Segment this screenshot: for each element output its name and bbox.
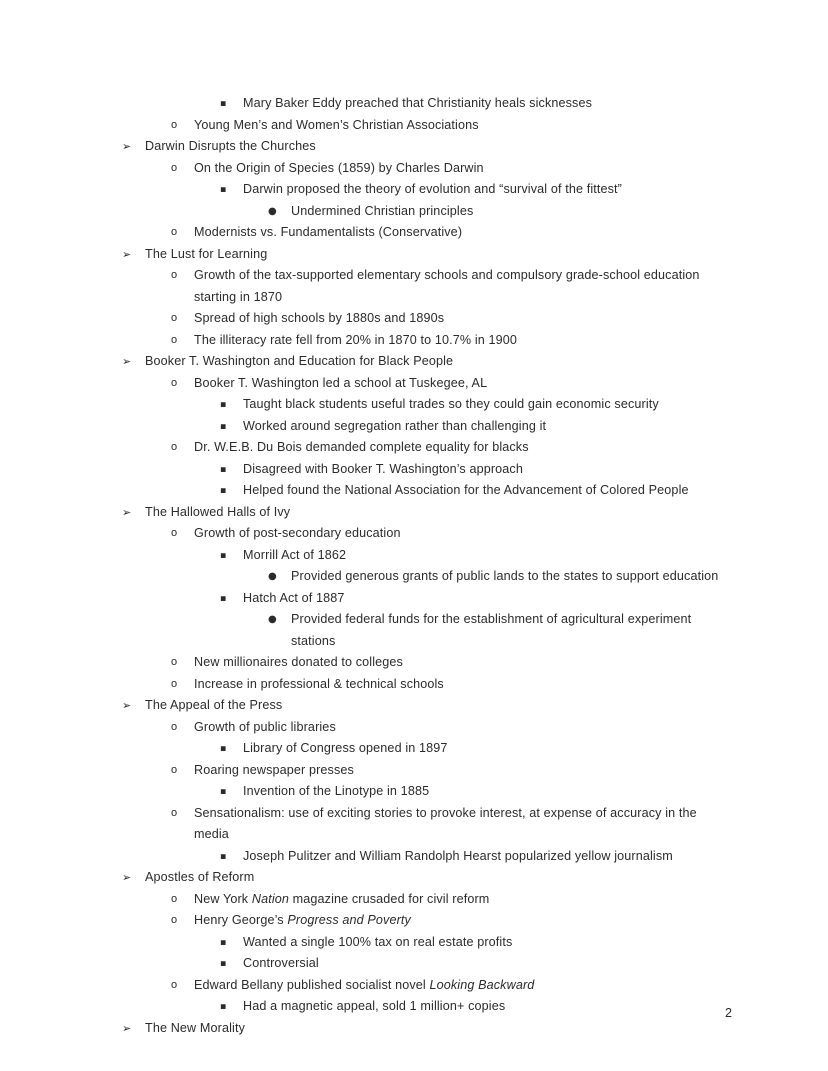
outline-item: [0, 201, 828, 223]
bullet-level-2-icon: o: [171, 763, 178, 776]
outline-item-text: Mary Baker Eddy preached that Christianity heals sicknesses: [243, 96, 593, 110]
bullet-level-2-icon: o: [171, 677, 178, 690]
outline-item: [0, 502, 828, 524]
outline-item: [0, 330, 828, 352]
outline-item: [0, 523, 828, 545]
outline-item: [0, 717, 828, 739]
outline-item-text: Young Men’s and Women’s Christian Associations: [194, 117, 479, 132]
bullet-level-2-icon: o: [171, 161, 178, 174]
outline-item-text: Booker T. Washington and Education for Black People: [145, 354, 454, 368]
bullet-level-4-icon: ●: [268, 614, 277, 625]
outline-item-text: The Hallowed Halls of Ivy: [145, 504, 291, 519]
outline-item-text: Increase in professional & technical schools: [194, 676, 444, 691]
bullet-level-4-icon: ●: [268, 571, 277, 582]
outline-item-text: Hatch Act of 1887: [243, 590, 345, 605]
bullet-level-2-icon: o: [171, 312, 178, 324]
outline-item-text: Spread of high schools by 1880s and 1890s: [194, 311, 445, 325]
bullet-level-2-icon: o: [171, 806, 178, 819]
outline-item: [0, 652, 828, 674]
bullet-level-2-icon: o: [171, 376, 178, 389]
outline-item-text: Darwin Disrupts the Churches: [145, 139, 316, 153]
outline-item-text: Wanted a single 100% tax on real estate profits: [243, 934, 513, 949]
outline-item: [0, 889, 828, 911]
outline-item: [0, 480, 828, 502]
outline-item: [0, 222, 828, 244]
outline-item: [0, 545, 828, 567]
outline-item: [0, 566, 828, 588]
outline-item: [0, 910, 828, 932]
outline-item: [0, 416, 828, 438]
outline-list: [0, 93, 828, 1039]
bullet-level-3-icon: ▪: [220, 399, 227, 410]
outline-item-text: Library of Congress opened in 1897: [243, 741, 448, 755]
outline-item-text: Provided generous grants of public lands to the states to support education: [291, 569, 719, 583]
outline-item-text: Growth of public libraries: [194, 719, 336, 734]
bullet-level-1-icon: ➢: [122, 699, 132, 712]
bullet-level-1-icon: ➢: [122, 1021, 132, 1035]
outline-item: [0, 115, 828, 137]
bullet-level-3-icon: ▪: [220, 936, 227, 948]
outline-item-text: Controversial: [243, 956, 319, 970]
bullet-level-3-icon: ▪: [220, 485, 227, 496]
outline-item-text: Henry George’s Progress and Poverty: [194, 913, 411, 927]
outline-item-text: Worked around segregation rather than challenging it: [243, 418, 547, 433]
outline-item: [0, 179, 828, 201]
bullet-level-1-icon: ➢: [122, 355, 132, 368]
outline-item-text: Provided federal funds for the establishment of agricultural experiment stations: [291, 612, 692, 648]
outline-item: [0, 975, 828, 997]
bullet-level-3-icon: ▪: [220, 958, 227, 969]
outline-item-text: Growth of post-secondary education: [194, 526, 401, 540]
outline-item-text: Taught black students useful trades so they could gain economic security: [243, 397, 659, 411]
bullet-level-1-icon: ➢: [122, 871, 132, 884]
outline-item: [0, 244, 828, 266]
outline-item-text: The illiteracy rate fell from 20% in 1870 to 10.7% in 1900: [194, 332, 518, 347]
outline-item: [0, 760, 828, 782]
outline-item: [0, 932, 828, 954]
outline-item-text: Apostles of Reform: [145, 870, 255, 884]
outline-item-text: The New Morality: [145, 1020, 245, 1035]
bullet-level-2-icon: o: [171, 720, 178, 733]
bullet-level-3-icon: ▪: [220, 463, 227, 475]
outline-item: [0, 437, 828, 459]
outline-item-text: Helped found the National Association for the Advancement of Colored People: [243, 483, 689, 497]
outline-item: [0, 609, 828, 652]
outline-item: [0, 803, 828, 846]
bullet-level-3-icon: ▪: [220, 1001, 227, 1012]
outline-item-text: On the Origin of Species (1859) by Charles Darwin: [194, 160, 484, 175]
outline-item-text: Morrill Act of 1862: [243, 547, 347, 562]
outline-item-text: Undermined Christian principles: [291, 203, 474, 218]
outline-item-text: New millionaires donated to colleges: [194, 655, 403, 669]
outline-item-text: Had a magnetic appeal, sold 1 million+ copies: [243, 999, 506, 1013]
bullet-level-2-icon: o: [171, 978, 178, 991]
outline-item-text: Modernists vs. Fundamentalists (Conservative): [194, 225, 463, 239]
outline-item: [0, 394, 828, 416]
page-number: 2: [724, 1006, 732, 1020]
outline-item: [0, 93, 828, 115]
outline-item-text: Invention of the Linotype in 1885: [243, 784, 430, 798]
outline-item: [0, 351, 828, 373]
bullet-level-2-icon: o: [171, 226, 178, 238]
bullet-level-2-icon: o: [171, 333, 178, 346]
outline-item: [0, 738, 828, 760]
outline-item-text: Sensationalism: use of exciting stories to provoke interest, at expense of accuracy in the media: [194, 805, 697, 841]
outline-item: [0, 867, 828, 889]
outline-item: [0, 996, 828, 1018]
bullet-level-3-icon: ▪: [220, 98, 227, 109]
bullet-level-3-icon: ▪: [220, 420, 227, 432]
outline-item-text: Disagreed with Booker T. Washington’s approach: [243, 461, 523, 476]
outline-item-text: Growth of the tax-supported elementary schools and compulsory grade-school education starting in 1870: [194, 268, 700, 304]
outline-item-text: Edward Bellany published socialist novel Looking Backward: [194, 977, 535, 992]
bullet-level-4-icon: ●: [268, 205, 277, 217]
bullet-level-2-icon: o: [171, 914, 178, 926]
bullet-level-2-icon: o: [171, 441, 178, 453]
bullet-level-2-icon: o: [171, 656, 178, 668]
bullet-level-3-icon: ▪: [220, 850, 227, 862]
outline-item-text: Joseph Pulitzer and William Randolph Hearst popularized yellow journalism: [243, 848, 673, 863]
outline-item: [0, 781, 828, 803]
outline-item: [0, 674, 828, 696]
outline-item: [0, 953, 828, 975]
bullet-level-2-icon: o: [171, 118, 178, 131]
outline-item: [0, 695, 828, 717]
outline-item: [0, 459, 828, 481]
bullet-level-1-icon: ➢: [122, 247, 132, 261]
outline-item-text: Darwin proposed the theory of evolution and “survival of the fittest”: [243, 182, 623, 196]
outline-item: [0, 1018, 828, 1040]
bullet-level-2-icon: o: [171, 892, 178, 905]
outline-item: [0, 846, 828, 868]
bullet-level-3-icon: ▪: [220, 743, 227, 754]
bullet-level-3-icon: ▪: [220, 549, 227, 561]
bullet-level-2-icon: o: [171, 269, 178, 281]
outline-item: [0, 265, 828, 308]
outline-item-text: Booker T. Washington led a school at Tuskegee, AL: [194, 375, 488, 390]
bullet-level-3-icon: ▪: [220, 184, 227, 195]
outline-item: [0, 158, 828, 180]
outline-item-text: Dr. W.E.B. Du Bois demanded complete equality for blacks: [194, 440, 529, 454]
bullet-level-1-icon: ➢: [122, 505, 132, 519]
bullet-level-3-icon: ▪: [220, 786, 227, 797]
outline-item: [0, 588, 828, 610]
bullet-level-2-icon: o: [171, 527, 178, 539]
outline-item-text: The Appeal of the Press: [145, 698, 283, 712]
outline-item: [0, 136, 828, 158]
outline-item: [0, 373, 828, 395]
outline-item-text: Roaring newspaper presses: [194, 762, 354, 777]
bullet-level-3-icon: ▪: [220, 592, 227, 604]
outline-item-text: New York Nation magazine crusaded for civil reform: [194, 891, 490, 906]
outline-item-text: The Lust for Learning: [145, 246, 268, 261]
bullet-level-1-icon: ➢: [122, 140, 132, 153]
outline-item: [0, 308, 828, 330]
